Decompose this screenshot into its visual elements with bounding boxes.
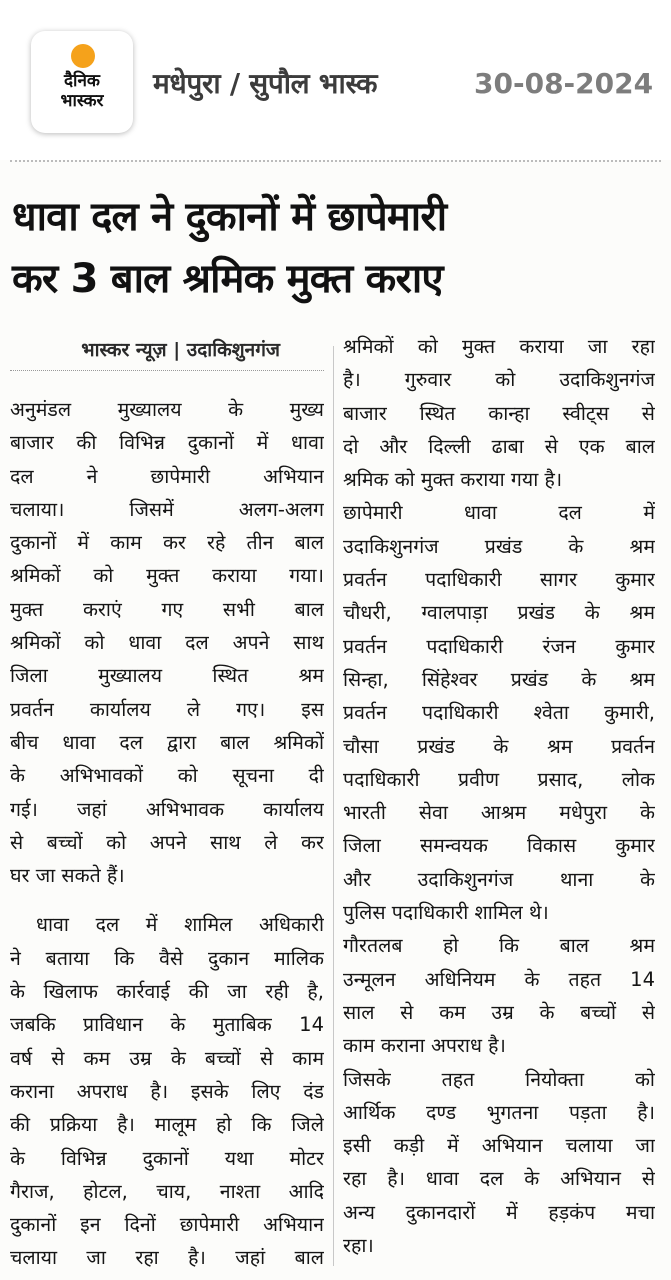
dainik-bhaskar-logo[interactable] bbox=[31, 31, 133, 133]
article-text-line: पदाधिकारी प्रवीण प्रसाद, लोक bbox=[343, 767, 655, 791]
article-text-line: चलाया। जिसमें अलग-अलग bbox=[10, 497, 324, 521]
article-text-line: चलाया जा रहा है। जहां बाल bbox=[10, 1246, 324, 1270]
right-column-body bbox=[343, 330, 655, 1262]
article-text-line: अनुमंडल मुख्यालय के मुख्य bbox=[10, 398, 324, 421]
article-text-line: बाजार स्थित कान्हा स्वीट्स से bbox=[343, 401, 655, 425]
paragraph-gap bbox=[10, 892, 324, 908]
article-text-line: श्रमिकों को मुक्त कराया जा रहा bbox=[343, 335, 655, 358]
article-text-line: साल से कम उम्र के बच्चों से bbox=[343, 1000, 655, 1024]
article-text-line: धावा दल में शामिल अधिकारी bbox=[36, 913, 324, 937]
article-text-line: दल ने छापेमारी अभियान bbox=[10, 464, 324, 488]
article-text-line: श्रमिकों को मुक्त कराया गया। bbox=[10, 564, 324, 588]
news-clipping bbox=[0, 160, 671, 1280]
article-text-line: प्रवर्तन पदाधिकारी श्वेता कुमारी, bbox=[343, 701, 655, 725]
article-text-line: भारती सेवा आश्रम मधेपुरा के bbox=[343, 801, 655, 825]
article-text-line: जिला समन्वयक विकास कुमार bbox=[343, 834, 655, 858]
left-column-body bbox=[10, 393, 324, 1275]
article-text-line: दुकानों इन दिनों छापेमारी अभियान bbox=[10, 1213, 324, 1237]
edition-title: मधेपुरा / सुपौल भास्क bbox=[153, 67, 378, 100]
article-text-line: की प्रक्रिया है। मालूम हो कि जिले bbox=[10, 1113, 324, 1137]
app-header bbox=[0, 0, 671, 160]
article-text-line: चौधरी, ग्वालपाड़ा प्रखंड के श्रम bbox=[343, 601, 655, 625]
article-text-line: और उदाकिशुनगंज थाना के bbox=[343, 867, 655, 891]
article-text-line: कराना अपराध है। इसके लिए दंड bbox=[10, 1079, 324, 1103]
article-text-line: उदाकिशुनगंज प्रखंड के श्रम bbox=[343, 534, 655, 558]
article-text-line: बाजार की विभिन्न दुकानों में धावा bbox=[10, 431, 324, 455]
article-column-right bbox=[343, 330, 655, 1262]
article-text-line: पुलिस पदाधिकारी शामिल थे। bbox=[343, 901, 549, 925]
article-text-line: ने बताया कि वैसे दुकान मालिक bbox=[10, 946, 324, 970]
article-text-line: प्रवर्तन पदाधिकारी सागर कुमार bbox=[343, 568, 655, 592]
article-column-left bbox=[10, 330, 324, 1275]
sun-logo-icon bbox=[71, 44, 95, 68]
article-text-line: प्रवर्तन कार्यालय ले गए। इस bbox=[10, 697, 324, 721]
article-text-line: गैराज, होटल, चाय, नाश्ता आदि bbox=[10, 1179, 324, 1203]
article-text-line: दुकानों में काम कर रहे तीन बाल bbox=[10, 531, 324, 555]
article-text-line: के खिलाफ कार्रवाई की जा रही है, bbox=[10, 980, 324, 1004]
article-text-line: श्रमिकों को धावा दल अपने साथ bbox=[10, 631, 324, 655]
article-text-line: दो और दिल्ली ढाबा से एक बाल bbox=[343, 434, 655, 458]
clipping-top-border bbox=[10, 160, 661, 164]
logo-text-line1: दैनिक bbox=[64, 71, 100, 91]
logo-text-line2: भास्कर bbox=[60, 91, 104, 111]
article-text-line: आर्थिक दण्ड भुगतना पड़ता है। bbox=[343, 1100, 655, 1124]
article-text-line: रहा। bbox=[343, 1234, 374, 1258]
article-text-line: उन्मूलन अधिनियम के तहत 14 bbox=[343, 967, 655, 991]
edition-date: 30-08-2024 bbox=[474, 67, 654, 100]
article-text-line: काम कराना अपराध है। bbox=[343, 1034, 506, 1058]
article-text-line: बीच धावा दल द्वारा बाल श्रमिकों bbox=[10, 730, 324, 754]
article-text-line: सिन्हा, सिंहेश्वर प्रखंड के श्रम bbox=[343, 667, 655, 691]
article-text-line: रहा है। धावा दल के अभियान से bbox=[343, 1167, 655, 1191]
article-text-line: के अभिभावकों को सूचना दी bbox=[10, 764, 324, 788]
article-text-line: घर जा सकते हैं। bbox=[10, 864, 125, 888]
article-headline bbox=[12, 186, 662, 310]
byline: भास्कर न्यूज़ | उदाकिशुनगंज bbox=[10, 330, 324, 371]
article-text-line: इसी कड़ी में अभियान चलाया जा bbox=[343, 1134, 655, 1158]
article-text-line: अन्य दुकानदारों में हड़कंप मचा bbox=[343, 1200, 655, 1224]
article-text-line: चौसा प्रखंड के श्रम प्रवर्तन bbox=[343, 734, 655, 758]
article-text-line: श्रमिक को मुक्त कराया गया है। bbox=[343, 468, 563, 492]
article-text-line: वर्ष से कम उम्र के बच्चों से काम bbox=[10, 1046, 324, 1070]
article-text-line: गौरतलब हो कि बाल श्रम bbox=[343, 934, 655, 958]
headline-line-2: कर 3 बाल श्रमिक मुक्त कराए bbox=[12, 256, 443, 302]
article-text-line: के विभिन्न दुकानों यथा मोटर bbox=[10, 1146, 324, 1170]
article-text-line: मुक्त कराएं गए सभी बाल bbox=[10, 597, 324, 621]
article-text-line: जिला मुख्यालय स्थित श्रम bbox=[10, 664, 324, 688]
column-divider bbox=[333, 346, 334, 1266]
article-text-line: प्रवर्तन पदाधिकारी रंजन कुमार bbox=[343, 634, 655, 658]
article-text-line: छापेमारी धावा दल में bbox=[343, 501, 655, 525]
article-text-line: जबकि प्राविधान के मुताबिक 14 bbox=[10, 1013, 324, 1037]
headline-line-1: धावा दल ने दुकानों में छापेमारी bbox=[12, 194, 447, 240]
article-text-line: है। गुरुवार को उदाकिशुनगंज bbox=[343, 368, 655, 392]
article-text-line: जिसके तहत नियोक्ता को bbox=[343, 1067, 655, 1091]
article-text-line: गई। जहां अभिभावक कार्यालय bbox=[10, 797, 324, 821]
article-text-line: से बच्चों को अपने साथ ले कर bbox=[10, 830, 324, 854]
